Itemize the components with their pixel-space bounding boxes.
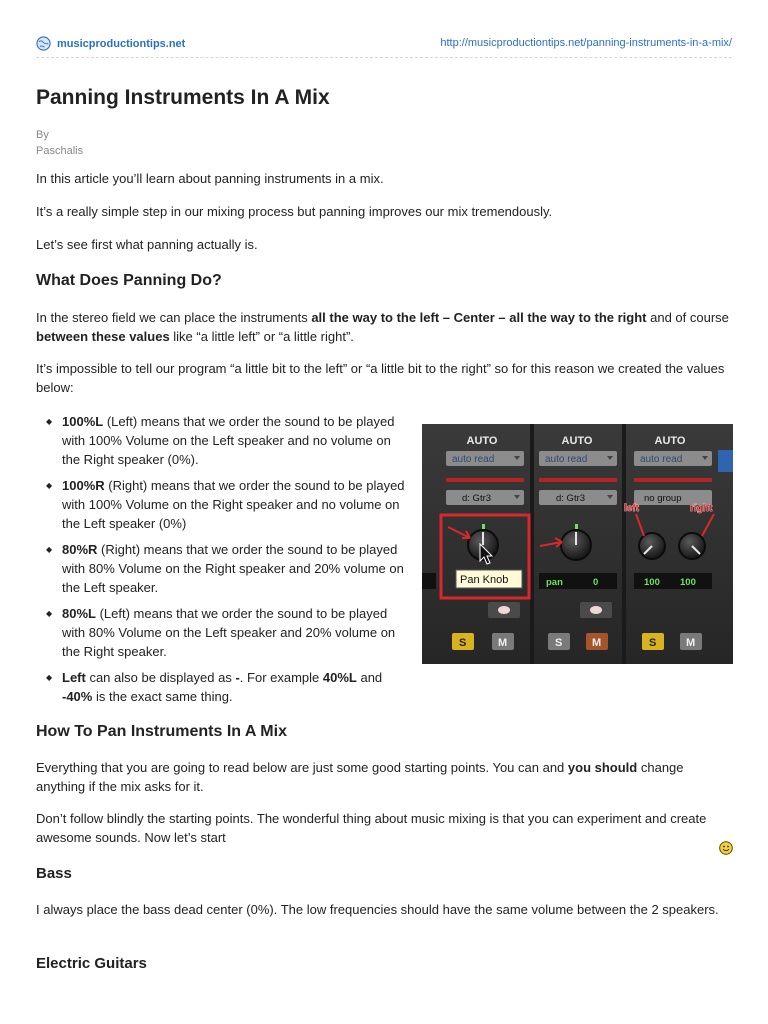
by-label: By xyxy=(36,129,49,141)
auto-label: AUTO xyxy=(466,435,498,447)
auto-label: AUTO xyxy=(561,435,593,447)
bold-run: 80%R xyxy=(62,542,98,557)
mixer-pan-knob-image xyxy=(422,424,733,664)
group-label: d: Gtr3 xyxy=(556,493,586,504)
text-run: and of course xyxy=(646,310,729,325)
byline xyxy=(36,127,83,159)
auto-read-label: auto read xyxy=(452,454,495,465)
list-item xyxy=(46,668,406,706)
solo-label: S xyxy=(649,637,657,649)
bold-run: all the way to the left – Center – all the way to the right xyxy=(311,310,647,325)
intro-paragraph-2: It’s a really simple step in our mixing process but panning improves our mix tremendously. xyxy=(36,204,553,219)
text-run: can also be displayed as xyxy=(85,670,236,685)
intro-paragraph-3: Let’s see first what panning actually is. xyxy=(36,237,258,252)
group-label: no group xyxy=(644,493,682,504)
text-run: . For example xyxy=(239,670,323,685)
text-run: Everything that you are going to read below are just some good starting points. You can and xyxy=(36,760,568,775)
solo-label: S xyxy=(555,637,563,649)
stereo-right-value: 100 xyxy=(680,577,696,588)
bold-run: 100%L xyxy=(62,414,104,429)
site-header xyxy=(36,36,732,58)
stereo-left-value: 100 xyxy=(644,577,660,588)
mute-label: M xyxy=(592,637,602,649)
text-run: (Left) means that we order the sound to be played with 80% Volume on the Left speaker and 20% volume on the Right speaker. xyxy=(62,606,396,659)
bold-run: 40%L xyxy=(322,670,357,685)
auto-read-label: auto read xyxy=(545,454,588,465)
list-item xyxy=(46,476,406,533)
globe-icon xyxy=(36,36,51,51)
channel-divider xyxy=(622,424,626,664)
text-run: change anything if the mix asks for it. xyxy=(36,760,684,794)
section1-paragraph-1 xyxy=(36,308,736,346)
pan-readout-partial xyxy=(422,573,436,589)
auto-read-label: auto read xyxy=(640,454,683,465)
section2-paragraph-2: Don’t follow blindly the starting points. The wonderful thing about music mixing is that you can experiment and create awesome sounds. Now let’s start xyxy=(36,811,707,845)
channel-divider xyxy=(530,424,534,664)
left-annotation: left xyxy=(624,503,639,514)
pan-value: 0 xyxy=(593,577,599,588)
list-item xyxy=(46,412,406,469)
section-heading-how-to-pan: How To Pan Instruments In A Mix xyxy=(36,723,287,740)
track-color-strip xyxy=(634,478,712,482)
knob-indicator xyxy=(575,524,578,529)
page-title: Panning Instruments In A Mix xyxy=(36,86,330,109)
knob-indicator xyxy=(482,524,485,529)
bold-run: -40% xyxy=(62,689,93,704)
mute-label: M xyxy=(498,637,508,649)
section2-paragraph-1 xyxy=(36,758,736,796)
bass-paragraph: I always place the bass dead center (0%). The low frequencies should have the same volume between the 2 speakers. xyxy=(36,902,719,917)
intro-paragraph-1: In this article you’ll learn about panning instruments in a mix. xyxy=(36,171,384,186)
page-url-link[interactable]: http://musicproductiontips.net/panning-instruments-in-a-mix/ xyxy=(440,37,732,49)
site-name: musicproductiontips.net xyxy=(57,37,186,50)
partial-logo xyxy=(718,450,733,472)
section1-paragraph-2: It’s impossible to tell our program “a little bit to the left” or “a little bit to the right” so for this reason we created the values below: xyxy=(36,361,725,395)
bold-run: Left xyxy=(62,670,86,685)
pan-label: pan xyxy=(546,577,563,588)
text-run: (Right) means that we order the sound to be played with 100% Volume on the Right speaker and no volume on the Left speaker (0%) xyxy=(62,478,405,531)
track-color-strip xyxy=(539,478,617,482)
pan-values-list xyxy=(46,412,406,713)
text-run: is the exact same thing. xyxy=(92,689,233,704)
smiley-icon xyxy=(719,841,733,855)
group-label: d: Gtr3 xyxy=(462,493,492,504)
section-heading-what-does-panning-do: What Does Panning Do? xyxy=(36,272,222,289)
site-link[interactable] xyxy=(36,36,185,51)
text-run: like “a little left” or “a little right”. xyxy=(169,329,354,344)
author-link[interactable]: Paschalis xyxy=(36,145,84,157)
bold-run: - xyxy=(235,670,240,685)
bold-run: 80%L xyxy=(62,606,96,621)
list-item xyxy=(46,604,406,661)
right-annotation: right xyxy=(690,503,713,514)
text-run: (Left) means that we order the sound to be played with 100% Volume on the Left speaker and no volume on the Right speaker (0%). xyxy=(62,414,395,467)
mixer-illustration xyxy=(422,424,733,664)
heading-bass: Bass xyxy=(36,865,72,882)
solo-label: S xyxy=(459,637,467,649)
heading-electric-guitars: Electric Guitars xyxy=(36,955,147,972)
auto-label: AUTO xyxy=(654,435,686,447)
text-run: (Right) means that we order the sound to be played with 80% Volume on the Right speaker and 20% volume on the Left speaker. xyxy=(62,542,404,595)
text-run: In the stereo field we can place the instruments xyxy=(36,310,312,325)
tooltip-text: Pan Knob xyxy=(460,574,509,586)
bold-run: 100%R xyxy=(62,478,105,493)
mute-label: M xyxy=(686,637,696,649)
bold-run: between these values xyxy=(36,329,170,344)
track-color-strip xyxy=(446,478,524,482)
list-item xyxy=(46,540,406,597)
text-run: and xyxy=(356,670,383,685)
bold-run: you should xyxy=(567,760,638,775)
